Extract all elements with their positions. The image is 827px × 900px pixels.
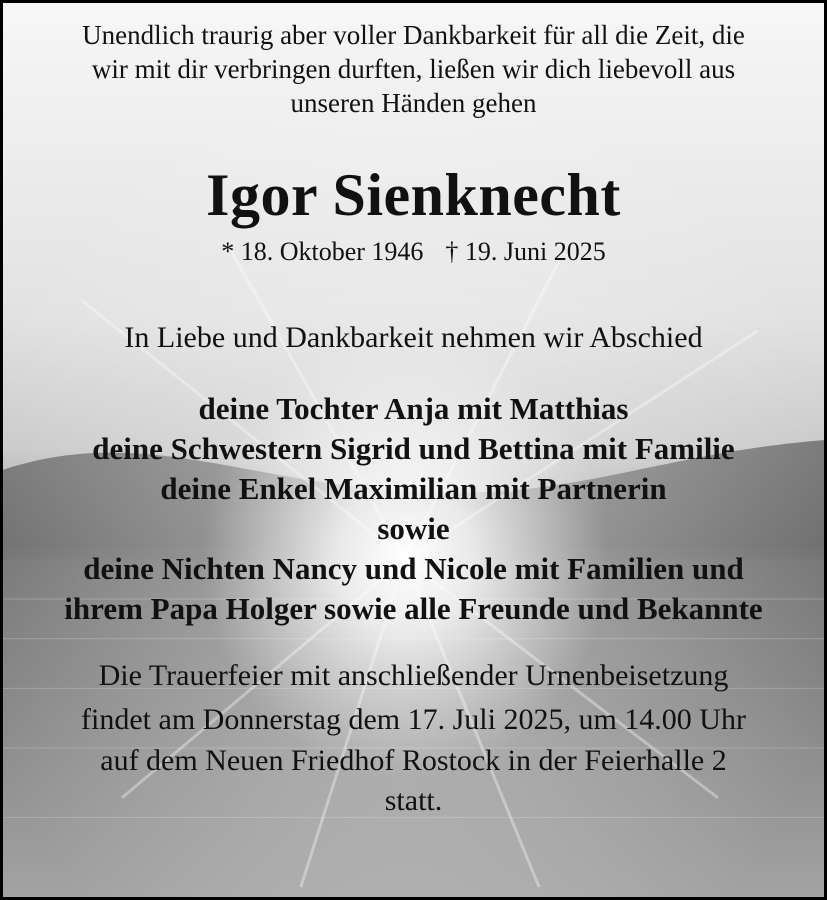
ceremony-line: findet am Donnerstag dem 17. Juli 2025, um 14.00 Uhr (81, 703, 746, 736)
ceremony-line: auf dem Neuen Friedhof Rostock in der Feierhalle 2 (100, 744, 727, 777)
birth-date: * 18. Oktober 1946 (221, 237, 424, 266)
intro-line: wir mit dir verbringen durften, ließen wir dich liebevoll aus (91, 54, 736, 84)
mourner-line: sowie (377, 511, 450, 546)
notice-text (3, 3, 824, 897)
mourner-line: deine Schwestern Sigrid und Bettina mit Familie (92, 431, 735, 466)
mourner-line: deine Enkel Maximilian mit Partnerin (160, 471, 667, 506)
farewell-line: In Liebe und Dankbarkeit nehmen wir Abschied (124, 321, 703, 354)
mourner-line: deine Nichten Nancy und Nicole mit Familien und (83, 551, 744, 586)
intro-line: Unendlich traurig aber voller Dankbarkeit für all die Zeit, die (82, 20, 745, 50)
deceased-name: Igor Sienknecht (206, 162, 621, 228)
ceremony-line: Die Trauerfeier mit anschließender Urnenbeisetzung (98, 659, 729, 692)
mourner-line: ihrem Papa Holger sowie alle Freunde und Bekannte (64, 591, 763, 626)
ceremony-line: statt. (384, 784, 443, 817)
intro-line: unseren Händen gehen (290, 88, 537, 118)
death-date: † 19. Juni 2025 (445, 237, 606, 266)
life-dates (3, 237, 824, 267)
mourner-line: deine Tochter Anja mit Matthias (198, 391, 629, 426)
